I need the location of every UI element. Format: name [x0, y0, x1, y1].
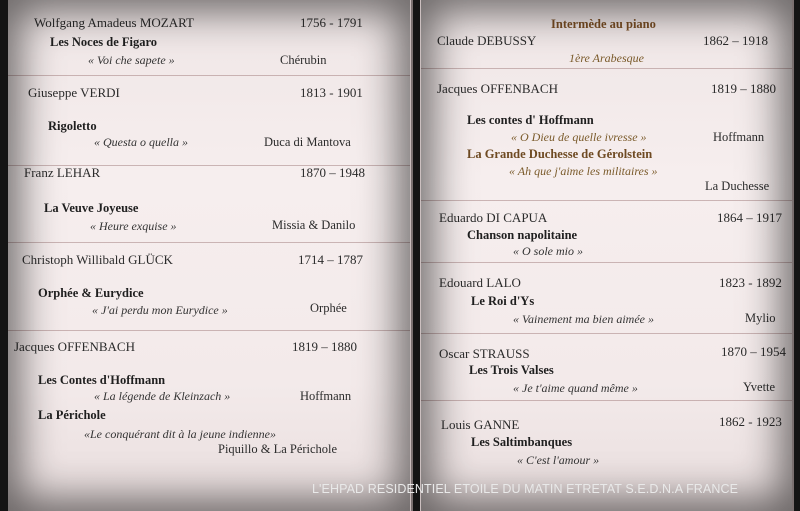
aria-title: « C'est l'amour »: [517, 453, 600, 467]
composer-years: 1714 – 1787: [298, 252, 363, 267]
composer-years: 1864 – 1917: [717, 210, 782, 225]
composer-name: Claude DEBUSSY: [437, 33, 537, 48]
aria-title: « Voi che sapete »: [88, 53, 175, 67]
work-title: Les Noces de Figaro: [50, 35, 158, 49]
aria-title: « La légende de Kleinzach »: [94, 389, 231, 403]
aria-title: « Heure exquise »: [90, 219, 177, 233]
composer-name: Eduardo DI CAPUA: [439, 210, 548, 225]
program-left-page: [8, 0, 411, 511]
role-name: Hoffmann: [713, 130, 765, 144]
role-name: Missia & Danilo: [272, 218, 356, 232]
composer-years: 1819 – 1880: [292, 339, 357, 354]
role-name: Orphée: [310, 301, 347, 315]
composer-name: Louis GANNE: [441, 417, 520, 432]
aria-title: « O Dieu de quelle ivresse »: [511, 130, 647, 144]
work-title: Les Trois Valses: [469, 363, 554, 377]
composer-years: 1870 – 1948: [300, 165, 365, 180]
work-title: La Grande Duchesse de Gérolstein: [467, 147, 653, 161]
composer-name: Giuseppe VERDI: [28, 85, 120, 100]
role-name: Chérubin: [280, 53, 327, 67]
work-title: La Périchole: [38, 408, 106, 422]
work-title: La Veuve Joyeuse: [44, 201, 139, 215]
interlude-title: Intermède au piano: [551, 17, 656, 31]
composer-name: Franz LEHAR: [24, 165, 101, 180]
role-name: Duca di Mantova: [264, 135, 351, 149]
page-fold: [411, 0, 413, 511]
role-name: Mylio: [745, 311, 776, 325]
page-edge: [792, 0, 794, 511]
composer-name: Jacques OFFENBACH: [14, 339, 135, 354]
divider: [421, 262, 793, 263]
aria-title: « O sole mio »: [513, 244, 583, 258]
composer-years: 1862 – 1918: [703, 33, 768, 48]
composer-name: Oscar STRAUSS: [439, 346, 530, 361]
footer-caption: L'EHPAD RESIDENTIEL ETOILE DU MATIN ETRETAT S.E.D.N.A FRANCE: [312, 482, 739, 496]
composer-years: 1813 - 1901: [300, 85, 363, 100]
role-name: Piquillo & La Périchole: [218, 442, 338, 456]
work-title: Les contes d' Hoffmann: [467, 113, 594, 127]
piece-title: 1ère Arabesque: [569, 51, 644, 65]
composer-years: 1870 – 1954: [721, 344, 786, 359]
aria-title: « Ah que j'aime les militaires »: [509, 164, 658, 178]
composer-name: Christoph Willibald GLÜCK: [22, 252, 173, 267]
work-title: Orphée & Eurydice: [38, 286, 144, 300]
program-right-page: [420, 0, 793, 511]
aria-title: « Vainement ma bien aimée »: [513, 312, 654, 326]
work-title: Rigoletto: [48, 119, 97, 133]
divider: [421, 333, 793, 334]
aria-title: «Le conquérant dit à la jeune indienne»: [84, 427, 276, 441]
work-title: Le Roi d'Ys: [471, 294, 535, 308]
divider: [421, 68, 793, 69]
divider: [421, 400, 793, 401]
divider: [8, 75, 410, 76]
work-title: Les Saltimbanques: [471, 435, 573, 449]
role-name: Yvette: [743, 380, 776, 394]
aria-title: « J'ai perdu mon Eurydice »: [92, 303, 228, 317]
role-name: Hoffmann: [300, 389, 352, 403]
composer-years: 1823 - 1892: [719, 275, 782, 290]
composer-name: Wolfgang Amadeus MOZART: [34, 15, 194, 30]
composer-name: Jacques OFFENBACH: [437, 81, 558, 96]
composer-years: 1862 - 1923: [719, 414, 782, 429]
aria-title: « Questa o quella »: [94, 135, 188, 149]
divider: [8, 330, 410, 331]
work-title: Chanson napolitaine: [467, 228, 578, 242]
role-name: La Duchesse: [705, 179, 770, 193]
divider: [421, 200, 793, 201]
composer-name: Edouard LALO: [439, 275, 521, 290]
work-title: Les Contes d'Hoffmann: [38, 373, 166, 387]
divider: [8, 242, 410, 243]
composer-years: 1756 - 1791: [300, 15, 363, 30]
aria-title: « Je t'aime quand même »: [513, 381, 638, 395]
composer-years: 1819 – 1880: [711, 81, 776, 96]
